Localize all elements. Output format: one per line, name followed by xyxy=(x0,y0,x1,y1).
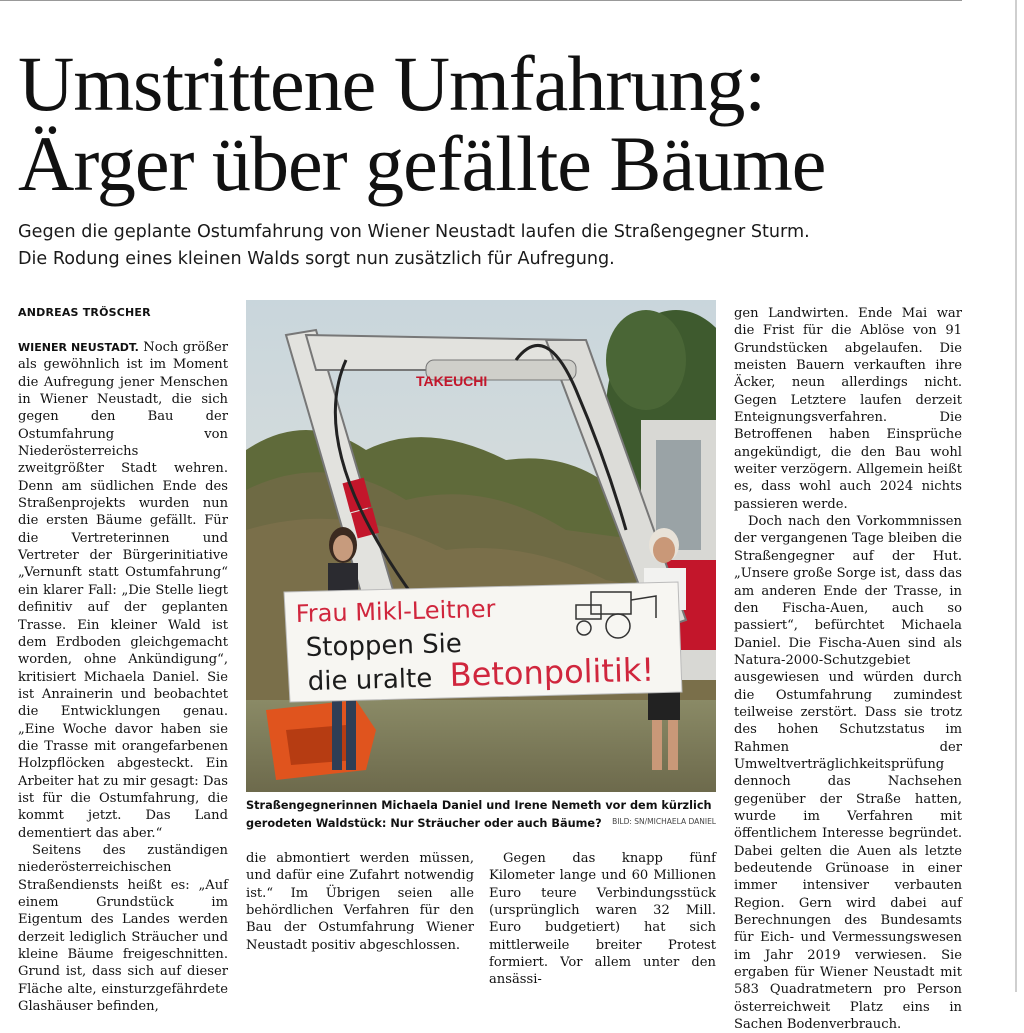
headline-line-2: Ärger über gefällte Bäume xyxy=(18,120,826,207)
article-column-3 xyxy=(489,850,716,989)
subheadline-line-1: Gegen die geplante Ostumfahrung von Wiener Neustadt laufen die Straßengegner Sturm. xyxy=(18,222,810,242)
headline xyxy=(18,40,948,207)
banner-line-1: Frau Mikl-Leitner xyxy=(295,594,496,628)
photo-caption xyxy=(246,797,716,833)
subheadline xyxy=(18,219,948,273)
column-3-paragraph: Gegen das knapp fünf Kilometer lange und 60 Millionen Euro teure Verbindungsstück (ursprünglich waren 32 Mill. Euro budgetiert) hat sich mittlerweile breiter Protest formiert. Vor allem unter den ansässi- xyxy=(489,851,716,988)
article-photo xyxy=(246,300,716,792)
top-rule xyxy=(0,0,962,1)
caption-text: Straßengegnerinnen Michaela Daniel und Irene Nemeth vor dem kürzlich gerodeten Waldstück: Nur Sträucher oder auch Bäume? xyxy=(246,799,712,830)
column-1-paragraph-2: Seitens des zuständigen niederösterreichischen Straßendiensts heißt es: „Auf einem Grundstück im Eigentum des Landes werden derzeit lediglich Sträucher und kleine Bäume freigeschnitten. Grund ist, dass sich auf dieser Fläche alte, einsturzgefährdete Glashäuser befinden, xyxy=(18,842,228,1015)
column-4-paragraph-2: Doch nach den Vorkommnissen der vergangenen Tage bleiben die Straßengegner auf der Hut. „Unsere große Sorge ist, dass das am anderen Ende der Trasse, in den Fischa-Auen, auch so passiert“, befürchtet Michaela Daniel. Die Fischa-Auen sind als Natura-2000-Schutzgebiet ausgewiesen und würden durch die Ostumfahrung zumindest teilweise zerstört. Dass sie trotz des hohen Schutzstatus im Rahmen der Umweltverträglichkeitsprüfung dennoch das Nachsehen gegenüber der Straße hatten, wurde im Verfahren mit öffentlichem Interesse begründet. Dabei gelten die Auen als letzte bedeutende Grünoase in einer immer intensiver verbauten Region. Gern wird dabei auf Berechnungen des Bundesamts für Eich- und Vermessungswesen im Jahr 2019 verwiesen. Sie ergaben für Wiener Neustadt mit 583 Quadratmetern pro Person österreichweit Platz eins in Sachen Bodenverbrauch. xyxy=(734,514,962,1033)
column-2-paragraph: die abmontiert werden müssen, und dafür eine Zufahrt notwendig ist.“ Im Übrigen seien alle behördlichen Verfahren für den Bau der Ostumfahrung Wiener Neustadt positiv abgeschlossen. xyxy=(246,851,474,953)
column-4-paragraph-1: gen Landwirten. Ende Mai war die Frist für die Ablöse von 91 Grundstücken abgelaufen. Die meisten Bauern verkauften ihre Äcker, neun allerdings nicht. Gegen Letztere laufen derzeit Enteignungsverfahren. Die Betroffenen haben Einsprüche angekündigt, die den Bau wohl weiter verzögern. Allgemein heißt es, dass wohl auch 2024 nichts passieren werde. xyxy=(734,306,962,512)
banner-line-2: Stoppen Sie xyxy=(305,628,463,663)
page-edge-bar xyxy=(1015,0,1017,992)
subheadline-line-2: Die Rodung eines kleinen Walds sorgt nun zusätzlich für Aufregung. xyxy=(18,249,615,269)
article-column-4 xyxy=(734,305,962,1033)
headline-line-1: Umstrittene Umfahrung: xyxy=(18,40,765,127)
excavator-logo: TAKEUCHI xyxy=(416,373,488,389)
column-1-paragraph-1-text: Noch größer als gewöhnlich ist im Moment die Aufregung jener Menschen in Wiener Neustadt, die sich gegen den Bau der Ostumfahrung von Niederösterreichs zweitgrößter Stadt wehren. Denn am südlichen Ende des Straßenprojekts wurden nun die ersten Bäume gefällt. Für die Vertreterinnen und Vertreter der Bürgerinitiative „Vernunft statt Ostumfahrung“ ein klarer Fall: „Die Stelle liegt definitiv auf der geplanten Trasse. Ein kleiner Wald ist dem Erdboden gleichgemacht worden, ohne Ankündigung“, kritisiert Michaela Daniel. Sie ist Anrainerin und beobachtet die Entwicklungen genau. „Eine Woche davor haben sie die Trasse mit orangefarbenen Holzpflöcken abgesteckt. Ein Arbeiter hat zu mir gesagt: Das ist für die Ostumfahrung, die kommt jetzt. Das Land dementiert das aber.“ xyxy=(18,340,229,841)
banner-line-3b: Betonpolitik! xyxy=(449,650,655,694)
author-byline: ANDREAS TRÖSCHER xyxy=(18,306,151,319)
article-column-1 xyxy=(18,339,228,1015)
protest-banner xyxy=(284,582,682,702)
dateline: WIENER NEUSTADT. xyxy=(18,341,139,354)
article-column-2 xyxy=(246,850,474,954)
photo-credit: BILD: SN/MICHAELA DANIEL xyxy=(612,817,716,826)
banner-line-3a: die uralte xyxy=(307,663,433,697)
column-1-paragraph-1 xyxy=(18,339,228,842)
